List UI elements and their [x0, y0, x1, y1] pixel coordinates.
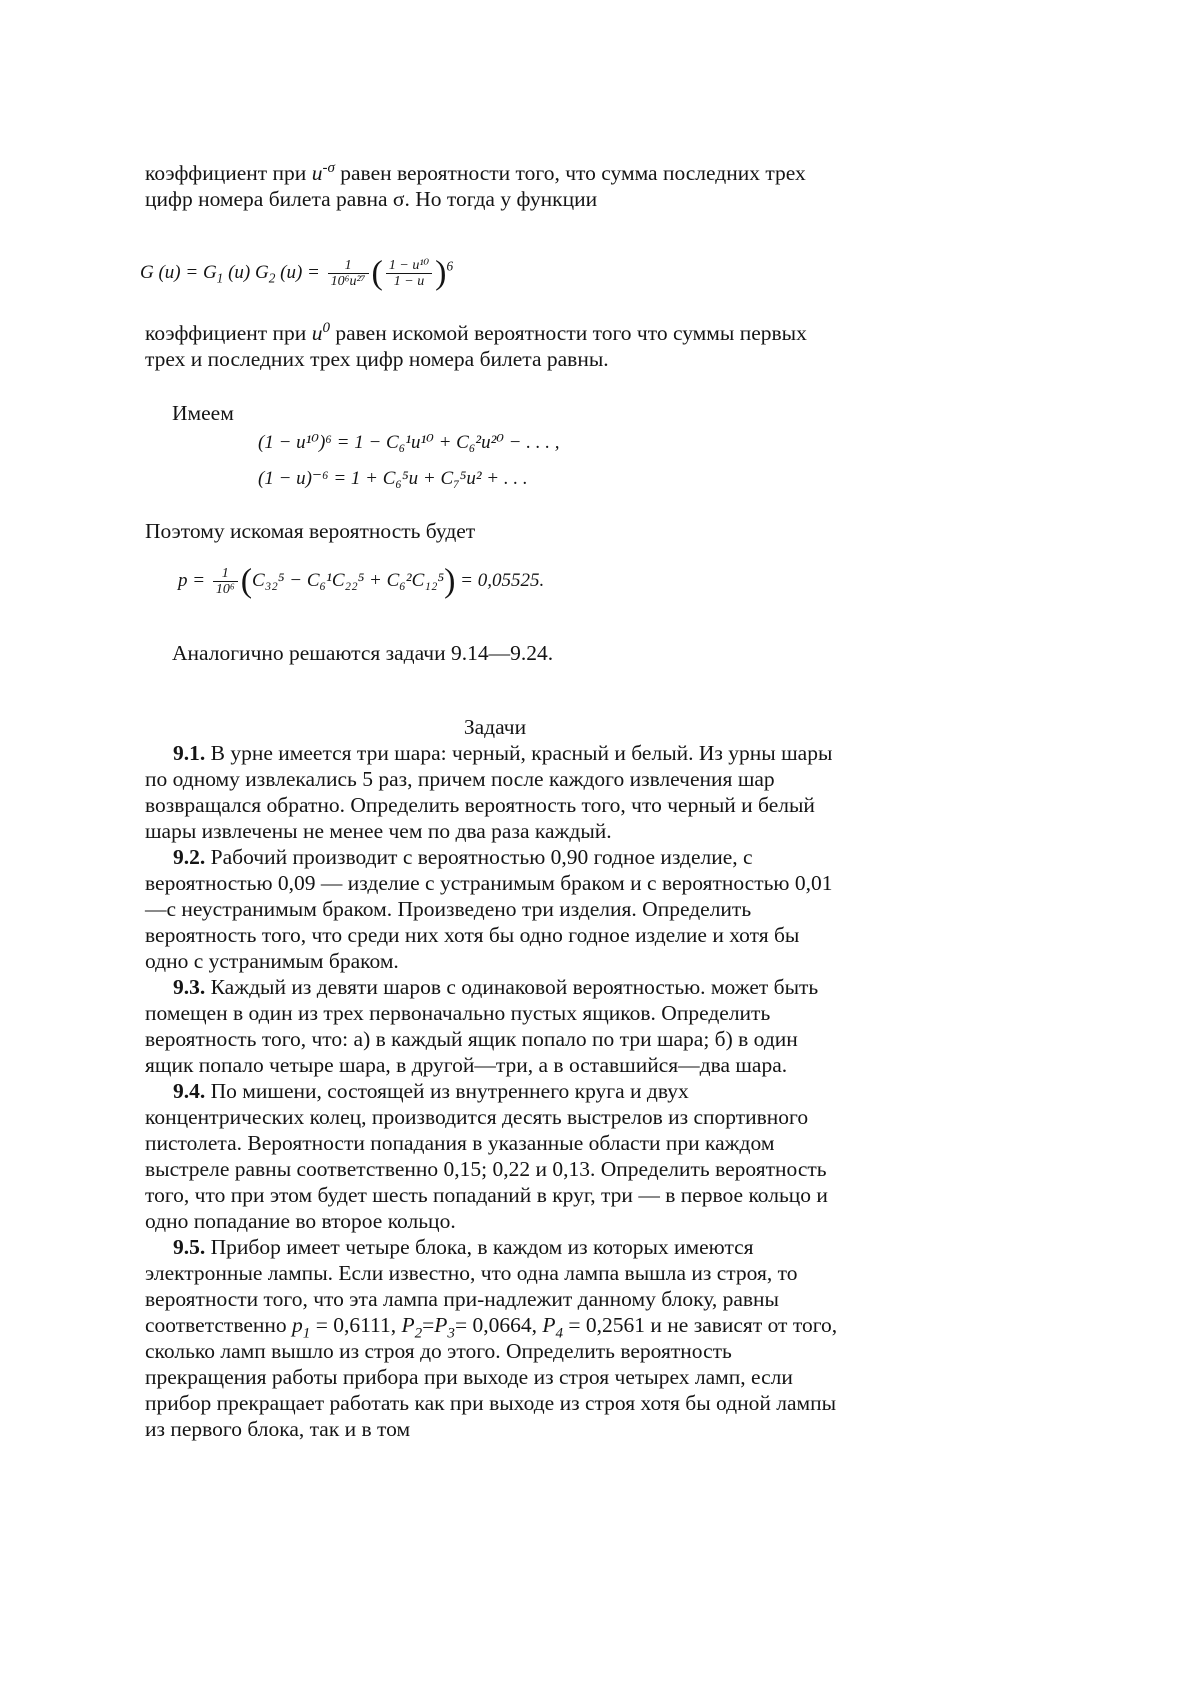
problem-text: Каждый из девяти шаров с одинаковой вероятностью. может быть помещен в один из трех первоначально пустых ящиков. Определить вероятность того, что: а) в каждый ящик попало по три шара; б) в один ящик попало четыре шара, в другой—три, а в оставшийся—два шара. [145, 975, 819, 1077]
problem-text: По мишени, состоящей из внутреннего круга и двух концентрических колец, производится десять выстрелов из спортивного пистолета. Вероятности попадания в указанные области при каждом выстреле равны соответственно 0,15; 0,22 и 0,13. Определить вероятность того, что при этом будет шесть попаданий в круг, три — в первое кольцо и одно попадание во второе кольцо. [145, 1079, 828, 1233]
paragraph-coefficient-sigma [145, 160, 845, 212]
problem-text: = 0,0664, [454, 1313, 543, 1337]
math-var: P [434, 1313, 448, 1337]
expansion-line-1: (1 − u¹⁰)⁶ = 1 − C₆¹u¹⁰ + C₆²u²⁰ − . . . , [258, 432, 560, 453]
problem-number: 9.3. [173, 975, 206, 999]
fraction-numerator: 1 [213, 566, 238, 582]
formula-part: (u) = [275, 261, 325, 283]
formula-power: 6 [446, 258, 454, 274]
imeem-label [172, 400, 872, 426]
math-subscript: 3 [447, 1325, 455, 1342]
paragraph-therefore [145, 518, 845, 544]
text-span: коэффициент при [145, 321, 312, 345]
heading-text: Задачи [463, 715, 527, 739]
problem-text: Прибор имеет четыре блока, в каждом из которых имеются электронные лампы. Если известно, что одна лампа вышла из строя, то вероятности того, что эта лампа при-надлежит данному блоку, равны соответственно [145, 1235, 798, 1337]
text-span: равен вероятности того, что сумма последних трех цифр номера билета равна σ. Но тогда у функции [145, 161, 806, 211]
fraction-denominator: 10⁶u²⁷ [330, 274, 366, 289]
problem-number: 9.1. [173, 741, 206, 765]
problem-text: = 0,6111, [310, 1313, 402, 1337]
fraction-denominator: 10⁶ [215, 582, 235, 597]
therefore-text: Поэтому искомая вероятность будет [145, 519, 476, 543]
fraction-numerator: 1 − u¹⁰ [386, 258, 432, 274]
math-subscript: 2 [414, 1325, 423, 1342]
expansion-line-2: (1 − u)⁻⁶ = 1 + C₆⁵u + C₇⁵u² + . . . [258, 468, 528, 489]
fraction [213, 566, 238, 597]
problem-9-1 [145, 740, 845, 844]
problem-text: В урне имеется три шара: черный, красный и белый. Из урны шары по одному извлекались 5 раз, причем после каждого извлечения шар возвращался обратно. Определить вероятность того, что черный и белый шары извлечены не менее чем по два раза каждый. [145, 741, 833, 843]
fraction [386, 258, 432, 289]
paragraph-analogous [172, 640, 872, 666]
fraction-denominator: 1 − u [393, 274, 425, 289]
problem-text: = [422, 1313, 435, 1337]
math-var: u [311, 161, 323, 185]
problem-9-2 [145, 844, 845, 974]
imeem-text: Имеем [172, 401, 234, 425]
problem-9-4 [145, 1078, 845, 1234]
formula-subscript: 2 [268, 270, 276, 286]
text-span: коэффициент при [145, 161, 312, 185]
section-heading [145, 714, 845, 740]
problem-number: 9.4. [173, 1079, 206, 1103]
problem-text: = 0,2561 и не зависят от того, сколько ламп вышло из строя до этого. Определить вероятность прекращения работы прибора при выходе из строя четырех ламп, если прибор прекращает работать как при выходе из строя хотя бы одной лампы из первого блока, так и в том [145, 1313, 838, 1441]
problem-9-3 [145, 974, 845, 1078]
math-exponent: -σ [322, 159, 335, 176]
problem-text: Рабочий производит с вероятностью 0,90 годное изделие, с вероятностью 0,09 — изделие с устранимым браком и с вероятностью 0,01—с неустранимым браком. Произведено три изделия. Определить вероятность того, что среди них хотя бы одно годное изделие и хотя бы одно с устранимым браком. [145, 845, 833, 973]
math-subscript: 1 [302, 1325, 311, 1342]
math-var: p [292, 1313, 303, 1337]
paragraph-coefficient-zero [145, 320, 845, 372]
formula-body: C₃₂⁵ − C₆¹C₂₂⁵ + C₆²C₁₂⁵ [252, 569, 445, 591]
formula-probability: p = $\frac{1}{\text{10⁶}}$ (C₃₂⁵ − C₆¹C₂₂⁵ + C₆²C₁₂⁵) = 0,05525. [178, 562, 545, 600]
problem-9-5 [145, 1234, 845, 1442]
analogous-text: Аналогично решаются задачи 9.14—9.24. [172, 641, 554, 665]
formula-part: (u) G [223, 261, 269, 283]
math-var: u [311, 321, 323, 345]
formula-lhs: G (u) = G [140, 261, 217, 283]
math-exponent: 0 [322, 319, 330, 336]
math-var: P [542, 1313, 556, 1337]
problem-number: 9.5. [173, 1235, 206, 1259]
formula-subscript: 1 [216, 270, 224, 286]
math-subscript: 4 [555, 1325, 564, 1342]
formula-result: = 0,05525. [455, 569, 545, 591]
fraction [328, 258, 369, 289]
math-var: P [401, 1313, 415, 1337]
formula-generating-function: G $(u) = G_1$ (u) $G_2$ (u) = $\frac{1}{\text{10⁶u²⁷}}$ ( $\frac{\text{1 − u¹⁰}}{1 - u}$ )$^6$ [140, 254, 454, 292]
problems-list [145, 740, 845, 1442]
fraction-numerator: 1 [328, 258, 369, 274]
formula-lhs: p = [178, 569, 210, 591]
text-span: равен искомой вероятности того что суммы первых трех и последних трех цифр номера билета равны. [145, 321, 807, 371]
problem-number: 9.2. [173, 845, 206, 869]
